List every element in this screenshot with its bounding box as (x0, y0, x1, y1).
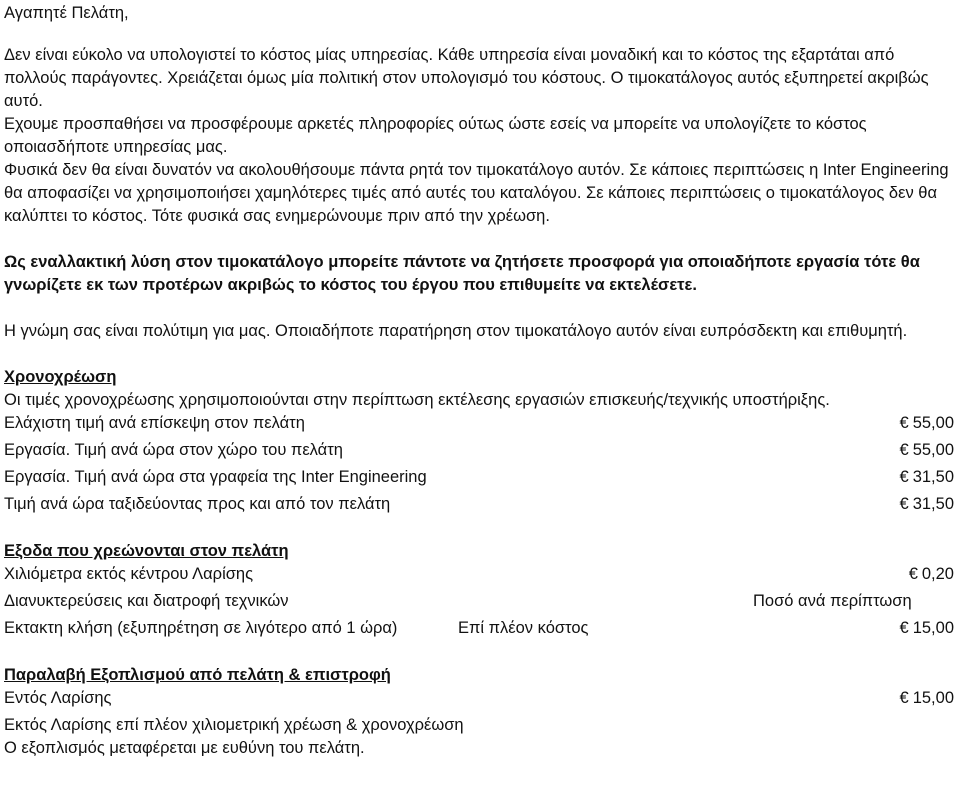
time-charging-heading: Χρονοχρέωση (4, 368, 117, 386)
alternative-offer-note: Ως εναλλακτική λύση στον τιμοκατάλογο μπορείτε πάντοτε να ζητήσετε προσφορά για οποιαδήποτε εργασία τότε θα γνωρίζετε εκ των προτέρων ακριβώς το κόστος του έργου που επιθυμείτε να εκτελέσετε. (4, 253, 920, 294)
expense-row-urgent (4, 617, 956, 640)
price-row-travel-hour (4, 493, 956, 516)
price-row-value: € 55,00 (899, 441, 954, 459)
price-row-value: € 55,00 (899, 414, 954, 432)
price-row-min-visit (4, 412, 956, 435)
euro-icon: € (899, 495, 909, 513)
pickup-row-label: Εντός Λαρίσης (4, 689, 112, 707)
expense-row-label: Εκτακτη κλήση (εξυπηρέτηση σε λιγότερο από 1 ώρα) (4, 619, 398, 637)
price-row-label: Εργασία. Τιμή ανά ώρα στα γραφεία της Inter Engineering (4, 468, 427, 486)
price-row-label: Τιμή ανά ώρα ταξιδεύοντας προς και από τον πελάτη (4, 495, 391, 513)
expense-row-km (4, 563, 956, 586)
price-row-value: € 31,50 (899, 468, 954, 486)
pickup-row-value: € 15,00 (899, 689, 954, 707)
time-charging-description: Οι τιμές χρονοχρέωσης χρησιμοποιούνται στην περίπτωση εκτέλεσης εργασιών επισκευής/τεχνικής υποστήριξης. (4, 391, 830, 409)
expense-row-note: Επί πλέον κόστος (458, 619, 589, 637)
expense-row-value: € 0,20 (908, 565, 954, 583)
intro-paragraph-3: Φυσικά δεν θα είναι δυνατόν να ακολουθήσουμε πάντα ρητά τον τιμοκατάλογο αυτόν. Σε κάποιες περιπτώσεις η Inter Engineering θα αποφασίζει να χρησιμοποιήσει χαμηλότερες τιμές από αυτές του καταλόγου. Σε κάποιες περιπτώσεις ο τιμοκατάλογος δεν θα καλύπτει το κόστος. Τότε φυσικά σας ενημερώνουμε πριν από την χρέωση. (4, 161, 949, 225)
euro-icon: € (899, 441, 909, 459)
price-row-label: Εργασία. Τιμή ανά ώρα στον χώρο του πελάτη (4, 441, 343, 459)
pickup-outside: Εκτός Λαρίσης επί πλέον χιλιομετρική χρέωση & χρονοχρέωση (4, 716, 464, 734)
expense-row-value: € 15,00 (899, 619, 954, 637)
expense-row-label: Χιλιόμετρα εκτός κέντρου Λαρίσης (4, 565, 254, 583)
opinion-note: Η γνώμη σας είναι πολύτιμη για μας. Οποιαδήποτε παρατήρηση στον τιμοκατάλογο αυτόν είναι ευπρόσδεκτη και επιθυμητή. (4, 322, 908, 340)
pickup-heading: Παραλαβή Εξοπλισμού από πελάτη & επιστροφή (4, 666, 391, 684)
intro-paragraph-2: Εχουμε προσπαθήσει να προσφέρουμε αρκετές πληροφορίες ούτως ώστε εσείς να μπορείτε να υπολογίζετε το κόστος οποιασδήποτε υπηρεσίας μας. (4, 115, 867, 156)
price-row-onsite-hour (4, 439, 956, 462)
expenses-heading: Εξοδα που χρεώνονται στον πελάτη (4, 542, 289, 560)
greeting: Αγαπητέ Πελάτη, (4, 4, 129, 22)
euro-icon: € (899, 414, 909, 432)
expense-row-travel (4, 590, 956, 613)
euro-icon: € (899, 468, 909, 486)
pickup-note: Ο εξοπλισμός μεταφέρεται με ευθύνη του πελάτη. (4, 739, 365, 757)
intro-paragraph-1: Δεν είναι εύκολο να υπολογιστεί το κόστος μίας υπηρεσίας. Κάθε υπηρεσία είναι μοναδική και το κόστος της εξαρτάται από πολλούς παράγοντες. Χρειάζεται όμως μία πολιτική στον υπολογισμό του κόστους. Ο τιμοκατάλογος αυτός εξυπηρετεί ακριβώς αυτό. (4, 46, 929, 110)
price-row-value: € 31,50 (899, 495, 954, 513)
pickup-row-inside (4, 687, 956, 710)
expense-row-note: Ποσό ανά περίπτωση (753, 592, 912, 610)
expense-row-label: Διανυκτερεύσεις και διατροφή τεχνικών (4, 592, 289, 610)
euro-icon: € (899, 619, 909, 637)
euro-icon: € (908, 565, 918, 583)
price-row-label: Ελάχιστη τιμή ανά επίσκεψη στον πελάτη (4, 414, 305, 432)
price-row-office-hour (4, 466, 956, 489)
euro-icon: € (899, 689, 909, 707)
